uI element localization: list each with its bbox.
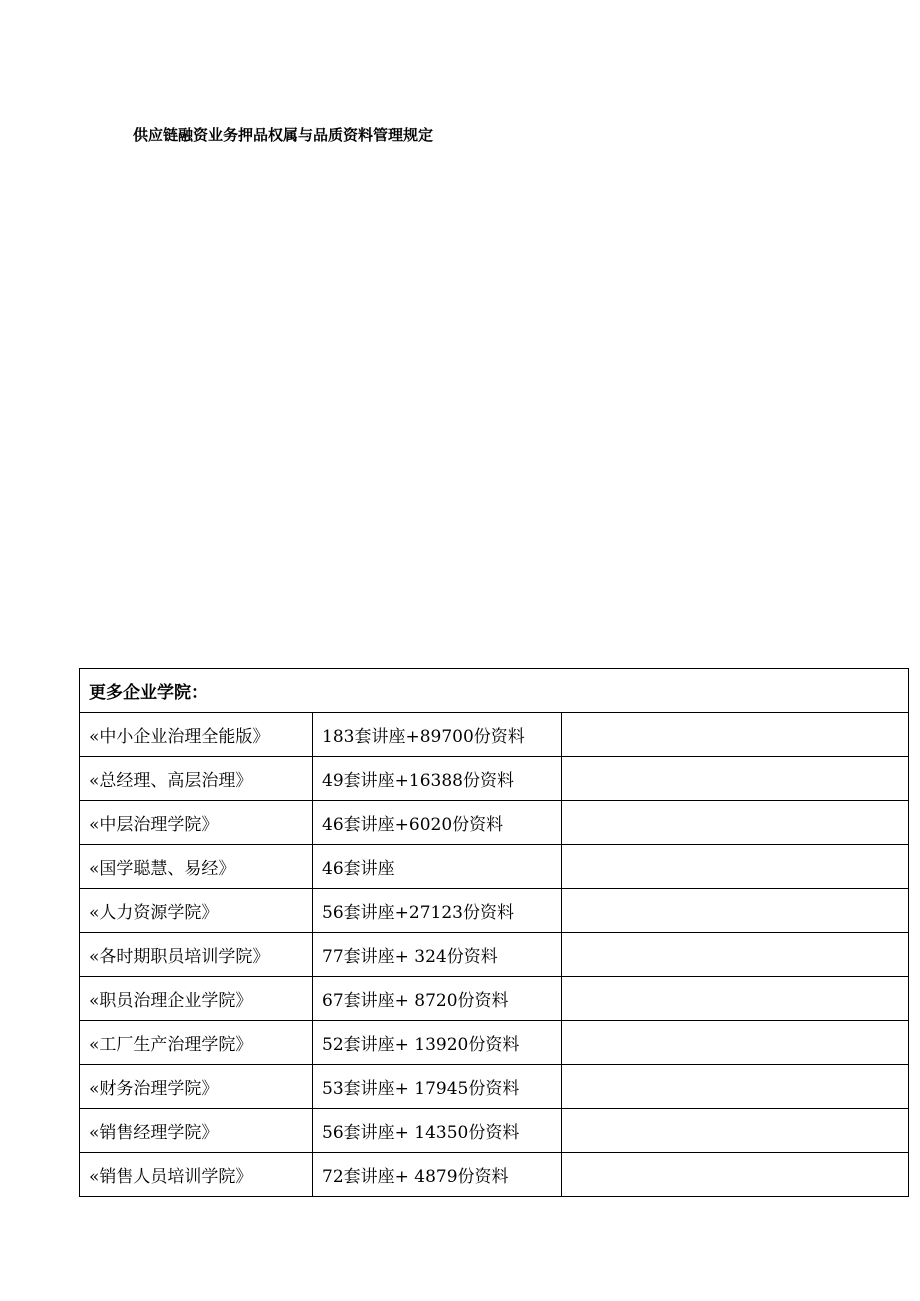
academy-detail: 56套讲座+ 14350份资料 xyxy=(313,1109,562,1153)
academy-detail: 67套讲座+ 8720份资料 xyxy=(313,977,562,1021)
academy-name: «销售经理学院》 xyxy=(80,1109,313,1153)
academy-name: «销售人员培训学院》 xyxy=(80,1153,313,1197)
document-title: 供应链融资业务押品权属与品质资料管理规定 xyxy=(133,126,434,144)
table-row xyxy=(80,757,909,801)
more-academies-table xyxy=(79,668,909,1197)
academy-detail: 72套讲座+ 4879份资料 xyxy=(313,1153,562,1197)
academy-name: «财务治理学院》 xyxy=(80,1065,313,1109)
academy-name: «总经理、高层治理》 xyxy=(80,757,313,801)
academy-extra xyxy=(562,977,909,1021)
academy-detail: 183套讲座+89700份资料 xyxy=(313,713,562,757)
academy-name: «各时期职员培训学院》 xyxy=(80,933,313,977)
academy-extra xyxy=(562,1153,909,1197)
table-header-row xyxy=(80,669,909,713)
academy-name: «中小企业治理全能版》 xyxy=(80,713,313,757)
table-row xyxy=(80,1109,909,1153)
academy-detail: 77套讲座+ 324份资料 xyxy=(313,933,562,977)
table-row xyxy=(80,1065,909,1109)
table-row xyxy=(80,801,909,845)
academy-detail: 49套讲座+16388份资料 xyxy=(313,757,562,801)
academy-detail: 52套讲座+ 13920份资料 xyxy=(313,1021,562,1065)
academy-extra xyxy=(562,845,909,889)
table-row xyxy=(80,889,909,933)
academy-extra xyxy=(562,713,909,757)
academy-detail: 56套讲座+27123份资料 xyxy=(313,889,562,933)
academy-extra xyxy=(562,889,909,933)
table-row xyxy=(80,1153,909,1197)
table-row xyxy=(80,845,909,889)
academy-extra xyxy=(562,1065,909,1109)
academy-extra xyxy=(562,933,909,977)
academy-extra xyxy=(562,757,909,801)
academy-name: «中层治理学院》 xyxy=(80,801,313,845)
table-row xyxy=(80,1021,909,1065)
academy-extra xyxy=(562,1109,909,1153)
table-row xyxy=(80,977,909,1021)
academy-name: «人力资源学院》 xyxy=(80,889,313,933)
academy-name: «职员治理企业学院》 xyxy=(80,977,313,1021)
table-row xyxy=(80,713,909,757)
academy-detail: 53套讲座+ 17945份资料 xyxy=(313,1065,562,1109)
academy-name: «国学聪慧、易经》 xyxy=(80,845,313,889)
academy-extra xyxy=(562,1021,909,1065)
academy-detail: 46套讲座+6020份资料 xyxy=(313,801,562,845)
table-row xyxy=(80,933,909,977)
table-header: 更多企业学院： xyxy=(80,669,909,713)
academy-extra xyxy=(562,801,909,845)
academy-detail: 46套讲座 xyxy=(313,845,562,889)
academy-name: «工厂生产治理学院》 xyxy=(80,1021,313,1065)
